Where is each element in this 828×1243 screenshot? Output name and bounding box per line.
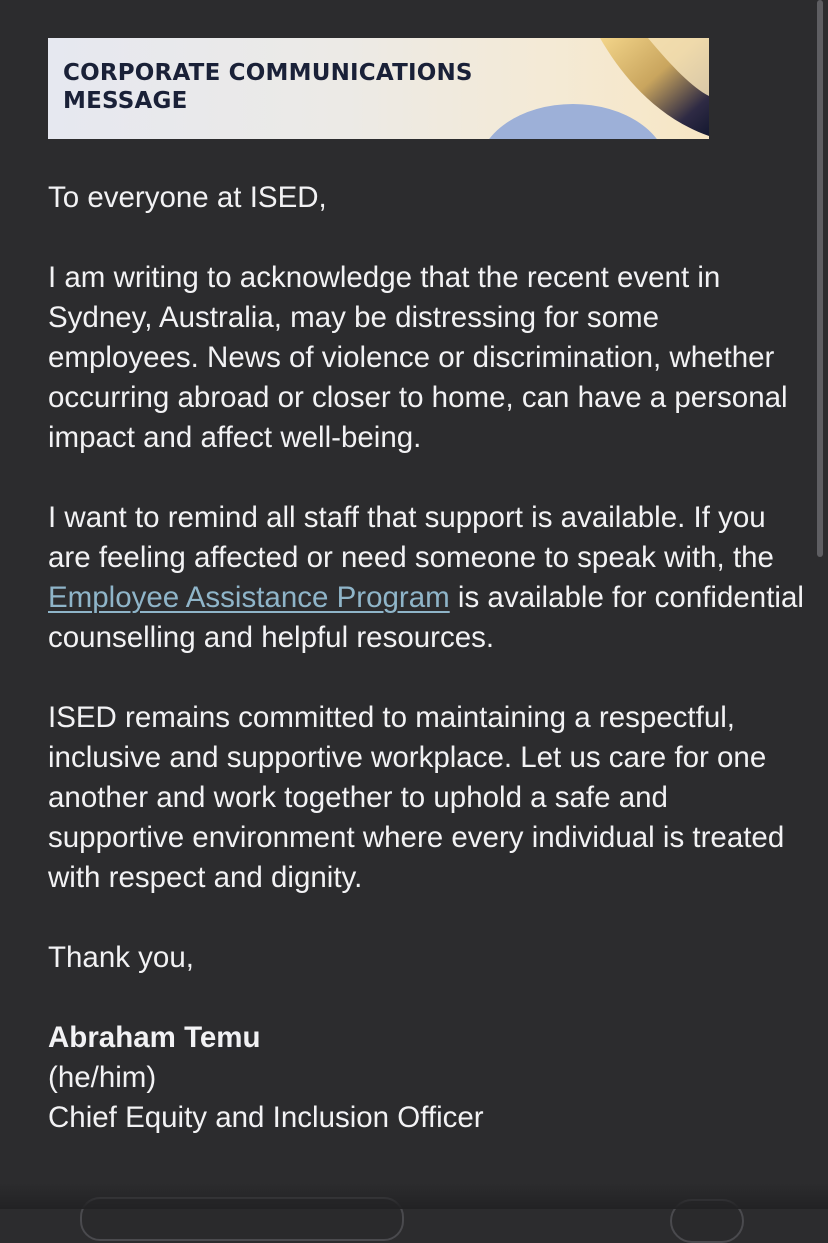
bottom-fade-overlay [0,1183,828,1209]
email-closing: Thank you, [48,941,194,974]
employee-assistance-program-link[interactable]: Employee Assistance Program [48,581,450,614]
banner-title-line-2: MESSAGE [63,88,188,114]
support-text-after-link: is available for confidential counselling and helpful resources. [48,581,804,654]
vertical-scrollbar[interactable] [817,0,823,557]
email-greeting: To everyone at ISED, [48,181,327,214]
signature-pronouns: (he/him) [48,1061,157,1094]
signature-title: Chief Equity and Inclusion Officer [48,1101,484,1134]
banner-title-line-1: CORPORATE COMMUNICATIONS [63,60,473,86]
email-paragraph-acknowledgement: I am writing to acknowledge that the recent event in Sydney, Australia, may be distressing for some employees. News of violence or discrimination, whether occurring abroad or closer to home, can have a personal impact and affect well-being. [48,261,788,454]
email-body [48,178,808,1178]
support-text-before-link: I want to remind all staff that support is available. If you are feeling affected or need someone to speak with, the [48,501,774,574]
corporate-communications-banner [48,38,709,139]
email-signature [48,1018,808,1138]
signature-name: Abraham Temu [48,1021,261,1054]
email-paragraph-support [48,498,808,658]
banner-title [63,59,533,115]
email-paragraph-commitment: ISED remains committed to maintaining a respectful, inclusive and supportive workplace. Let us care for one another and work together to uphold a safe and supportive environment where every individual is treated with respect and dignity. [48,701,785,894]
